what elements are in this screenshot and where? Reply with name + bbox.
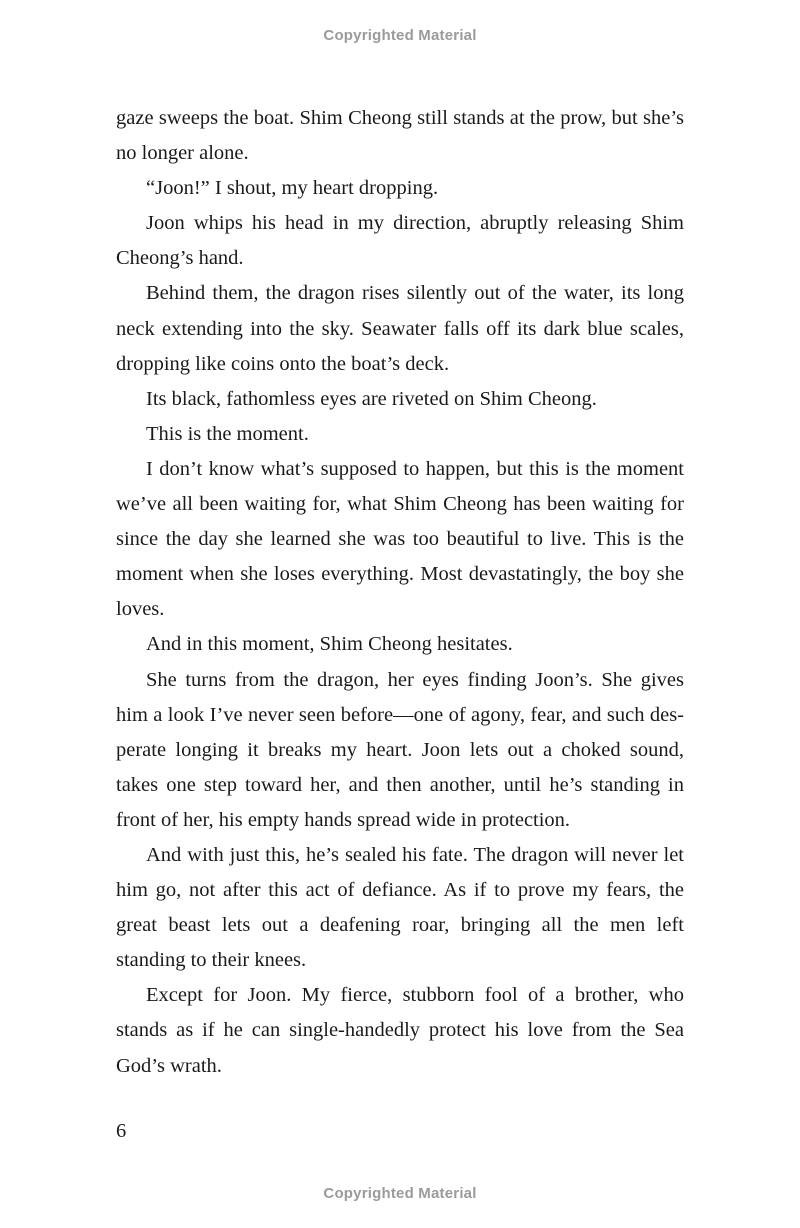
page-number: 6 xyxy=(116,1120,127,1142)
paragraph: I don’t know what’s supposed to happen, but this is the moment we’ve all been waiting for, what Shim Cheong has been waiting for since the day she learned she was too beautiful to live. This is the moment when she loses everything. Most devastatingly, the boy she loves. xyxy=(116,457,684,621)
paragraph: “Joon!” I shout, my heart dropping. xyxy=(146,177,439,200)
paragraph: Behind them, the dragon rises silently out of the water, its long neck extending into the sky. Seawater falls off its dark blue scales, dropping like coins onto the boat’s deck. xyxy=(116,282,684,375)
copyright-watermark-bottom: Copyrighted Material xyxy=(323,1185,477,1202)
paragraph: Joon whips his head in my direction, abruptly releasing Shim Cheong’s hand. xyxy=(116,212,684,270)
paragraph: Except for Joon. My fierce, stubborn fool of a brother, who stands as if he can single-handedly protect his love from the Sea God’s wrath. xyxy=(116,984,684,1077)
paragraph-continued: gaze sweeps the boat. Shim Cheong still stands at the prow, but she’s no longer alone. xyxy=(116,107,684,165)
page-text xyxy=(116,101,684,1084)
copyright-watermark-top: Copyrighted Material xyxy=(323,27,477,44)
paragraph: And with just this, he’s sealed his fate. The dragon will never let him go, not after this act of defiance. As if to prove my fears, the great beast lets out a deafening roar, bringing all the men left standing to their knees. xyxy=(116,843,684,972)
paragraph: She turns from the dragon, her eyes finding Joon’s. She gives him a look I’ve never seen before—one of agony, fear, and such desperate longing it breaks my heart. Joon lets out a choked sound, takes one step toward her, and then another, until he’s standing in front of her, his empty hands spread wide in protection. xyxy=(116,668,684,831)
paragraph: And in this moment, Shim Cheong hesitates. xyxy=(146,633,513,656)
paragraph: Its black, fathomless eyes are riveted on Shim Cheong. xyxy=(146,387,597,410)
paragraph: This is the moment. xyxy=(146,422,309,445)
